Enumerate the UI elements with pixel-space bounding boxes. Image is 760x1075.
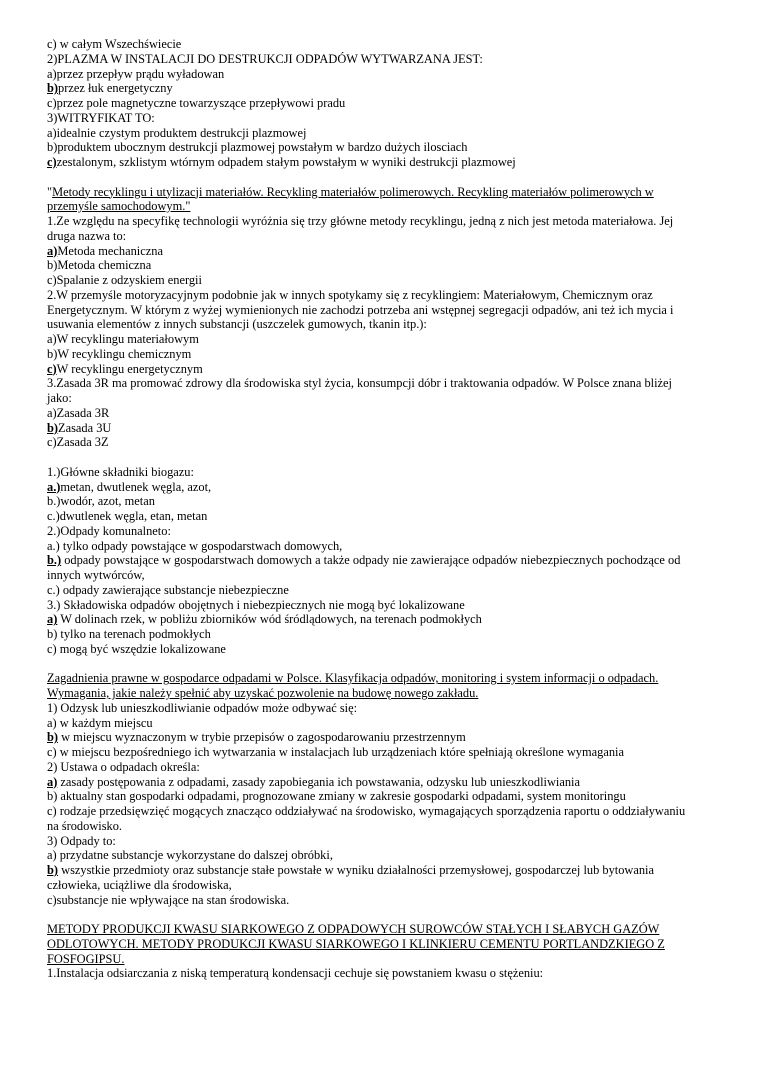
text-line: [47, 745, 707, 760]
section-heading: Wymagania, jakie należy spełnić aby uzyskać pozwolenie na budowę nowego zakładu.: [47, 686, 479, 700]
line-text: 2.)Odpady komunalneto:: [47, 523, 171, 538]
text-line: [47, 317, 707, 332]
text-line: [47, 126, 707, 141]
text-line: [47, 642, 707, 657]
text-line: [47, 140, 707, 155]
text-line: [47, 332, 707, 347]
line-text: 3)WITRYFIKAT TO:: [47, 110, 155, 125]
text-line: [47, 185, 707, 200]
line-text: 2) Ustawa o odpadach określa:: [47, 759, 200, 774]
text-line: [47, 435, 707, 450]
section-heading: ODLOTOWYCH. METODY PRODUKCJI KWASU SIARKOWEGO I KLINKIERU CEMENTU PORTLANDZKIEGO Z: [47, 936, 665, 951]
text-line: [47, 347, 707, 362]
line-text: usuwania elementów z innych substancji (uszczelek gumowych, tkanin itp.):: [47, 317, 427, 332]
text-line: [47, 834, 707, 849]
line-text: druga nazwa to:: [47, 228, 127, 243]
text-line: [47, 612, 707, 627]
line-text: b.)wodór, azot, metan: [47, 494, 155, 509]
line-text: 2.W przemyśle motoryzacyjnym podobnie jak w innych spotykamy się z recyklingiem: Materiałowym, Chemicznym oraz: [47, 287, 653, 302]
text-line: [47, 922, 707, 937]
line-text: 2)PLAZMA W INSTALACJI DO DESTRUKCJI ODPADÓW WYTWARZANA JEST:: [47, 51, 483, 66]
text-line: [47, 539, 707, 554]
answer-marker: c): [47, 155, 57, 169]
text-line: [47, 229, 707, 244]
text-line: [47, 553, 707, 568]
answer-marker: a): [47, 243, 58, 258]
line-text: 3.Zasada 3R ma promować zdrowy dla środowiska styl życia, konsumpcji dóbr i traktowania odpadów. W Polsce znana bliżej: [47, 376, 672, 391]
section-heading: FOSFOGIPSU.: [47, 951, 125, 966]
text-line: [47, 67, 707, 82]
line-text: 3.) Składowiska odpadów obojętnych i niebezpiecznych nie mogą być lokalizowane: [47, 597, 465, 612]
text-line: [47, 686, 707, 701]
line-text: a)idealnie czystym produktem destrukcji plazmowej: [47, 125, 307, 140]
paragraph-gap: [47, 450, 707, 465]
line-text: b)produktem ubocznym destrukcji plazmowej powstałym w bardzo dużych ilosciach: [47, 140, 468, 155]
line-text: c)przez pole magnetyczne towarzyszące przepływowi pradu: [47, 96, 346, 110]
text-line: [47, 258, 707, 273]
text-line: [47, 288, 707, 303]
line-text: Metoda mechaniczna: [57, 243, 163, 258]
text-line: [47, 509, 707, 524]
answer-marker: a): [47, 774, 58, 789]
text-line: [47, 362, 707, 377]
text-line: [47, 819, 707, 834]
text-line: [47, 155, 707, 170]
text-line: [47, 568, 707, 583]
text-line: [47, 583, 707, 598]
text-line: [47, 421, 707, 436]
text-line: [47, 952, 707, 967]
document-body: [47, 37, 707, 981]
line-text: c) rodzaje przedsięwzięć mogących znacząco oddziaływać na środowisko, wymagających sporządzenia raportu o oddziaływaniu: [47, 804, 686, 818]
paragraph-gap: [47, 907, 707, 922]
section-heading: Zagadnienia prawne w gospodarce odpadami w Polsce. Klasyfikacja odpadów, monitoring i system informacji o odpadach.: [47, 671, 659, 686]
text-line: [47, 303, 707, 318]
line-text: c.) odpady zawierające substancje niebezpieczne: [47, 582, 289, 597]
line-text: c.)dwutlenek węgla, etan, metan: [47, 509, 208, 523]
line-text: W dolinach rzek, w pobliżu zbiorników wód śródlądowych, na terenach podmokłych: [57, 612, 482, 627]
line-text: zasady postępowania z odpadami, zasady zapobiegania ich powstawania, odzysku lub unieszkodliwiania: [57, 774, 580, 789]
text-line: [47, 391, 707, 406]
line-text: W recyklingu energetycznym: [56, 361, 203, 376]
line-text: c)Spalanie z odzyskiem energii: [47, 273, 202, 287]
line-text: jako:: [47, 391, 72, 405]
line-text: c) mogą być wszędzie lokalizowane: [47, 641, 226, 656]
text-line: [47, 937, 707, 952]
text-line: [47, 480, 707, 495]
line-text: człowieka, uciążliwe dla środowiska,: [47, 877, 232, 892]
text-line: [47, 214, 707, 229]
line-text: 1.)Główne składniki biogazu:: [47, 464, 194, 479]
line-text: 1.Instalacja odsiarczania z niską temperaturą kondensacji cechuje się powstaniem kwasu o stężeniu:: [47, 966, 544, 981]
line-text: a)przez przepływ prądu wyładowan: [47, 66, 225, 81]
line-text: 1.Ze względu na specyfikę technologii wyróżnia się trzy główne metody recyklingu, jedną z nich jest metoda materiałowa. Jej: [47, 214, 674, 228]
line-text: b)Metoda chemiczna: [47, 258, 152, 273]
paragraph-gap: [47, 170, 707, 185]
text-line: [47, 465, 707, 480]
line-text: zestalonym, szklistym wtórnym odpadem stałym powstałym w wyniki destrukcji plazmowej: [56, 155, 516, 169]
line-text: 3) Odpady to:: [47, 833, 116, 848]
line-text: innych wytwórców,: [47, 568, 145, 582]
line-text: c) w całym Wszechświecie: [47, 37, 182, 51]
line-text: a)W recyklingu materiałowym: [47, 332, 199, 346]
text-line: [47, 730, 707, 745]
answer-marker: a.): [47, 479, 61, 494]
text-line: [47, 494, 707, 509]
text-line: [47, 760, 707, 775]
text-line: [47, 199, 707, 214]
section-heading: przemyśle samochodowym.": [47, 199, 191, 214]
line-text: a) przydatne substancje wykorzystane do dalszej obróbki,: [47, 848, 333, 863]
text-line: [47, 406, 707, 421]
line-text: b)W recyklingu chemicznym: [47, 346, 192, 361]
text-line: [47, 376, 707, 391]
line-text: wszystkie przedmioty oraz substancje stałe powstałe w wyniku działalności przemysłowej, gospodarczej lub bytowania: [58, 863, 654, 877]
line-text: w miejscu wyznaczonym w trybie przepisów o zagospodarowaniu przestrzennym: [58, 730, 466, 745]
text-line: [47, 716, 707, 731]
answer-marker: b.): [47, 553, 62, 568]
text-line: [47, 893, 707, 908]
text-line: [47, 111, 707, 126]
section-heading: METODY PRODUKCJI KWASU SIARKOWEGO Z ODPADOWYCH SUROWCÓW STAŁYCH I SŁABYCH GAZÓW: [47, 922, 660, 936]
line-text: a.) tylko odpady powstające w gospodarstwach domowych,: [47, 538, 343, 553]
text-line: [47, 804, 707, 819]
text-line: [47, 878, 707, 893]
line-text: na środowisko.: [47, 818, 123, 833]
line-text: Zasada 3U: [58, 420, 112, 435]
line-text: Energetycznym. W którym z wyżej wymienionych nie zachodzi potrzeba ani wstępnej segregacji odpadów, ani też ich mycia i: [47, 302, 674, 317]
text-line: [47, 775, 707, 790]
text-line: [47, 789, 707, 804]
line-text: a)Zasada 3R: [47, 405, 110, 420]
text-line: [47, 627, 707, 642]
paragraph-gap: [47, 657, 707, 672]
line-prefix: ": [47, 184, 53, 199]
text-line: [47, 863, 707, 878]
text-line: [47, 96, 707, 111]
section-heading: Metody recyklingu i utylizacji materiałów. Recykling materiałów polimerowych. Recykling materiałów polimerowych w: [52, 184, 654, 199]
answer-marker: b): [47, 420, 59, 435]
text-line: [47, 524, 707, 539]
line-text: b) aktualny stan gospodarki odpadami, prognozowane zmiany w zakresie gospodarki odpadami, system monitoringu: [47, 789, 626, 804]
line-text: 1) Odzysk lub unieszkodliwianie odpadów może odbywać się:: [47, 700, 358, 715]
line-text: c) w miejscu bezpośredniego ich wytwarzania w instalacjach lub urządzeniach które spełniają określone wymagania: [47, 745, 624, 759]
text-line: [47, 81, 707, 96]
text-line: [47, 671, 707, 686]
line-text: odpady powstające w gospodarstwach domowych a także odpady nie zawierające odpadów niebezpiecznych pochodzące od: [61, 553, 681, 568]
answer-marker: b): [47, 730, 59, 745]
text-line: [47, 701, 707, 716]
text-line: [47, 244, 707, 259]
line-text: b) tylko na terenach podmokłych: [47, 627, 211, 641]
line-text: a) w każdym miejscu: [47, 715, 153, 730]
text-line: [47, 37, 707, 52]
answer-marker: a): [47, 612, 58, 627]
line-text: metan, dwutlenek węgla, azot,: [60, 479, 212, 494]
text-line: [47, 966, 707, 981]
text-line: [47, 273, 707, 288]
text-line: [47, 598, 707, 613]
text-line: [47, 52, 707, 67]
line-text: c)Zasada 3Z: [47, 435, 109, 450]
line-text: c)substancje nie wpływające na stan środowiska.: [47, 892, 290, 907]
text-line: [47, 848, 707, 863]
answer-marker: b): [47, 81, 59, 96]
answer-marker: b): [47, 863, 59, 877]
answer-marker: c): [47, 361, 57, 376]
line-text: przez łuk energetyczny: [58, 81, 173, 96]
